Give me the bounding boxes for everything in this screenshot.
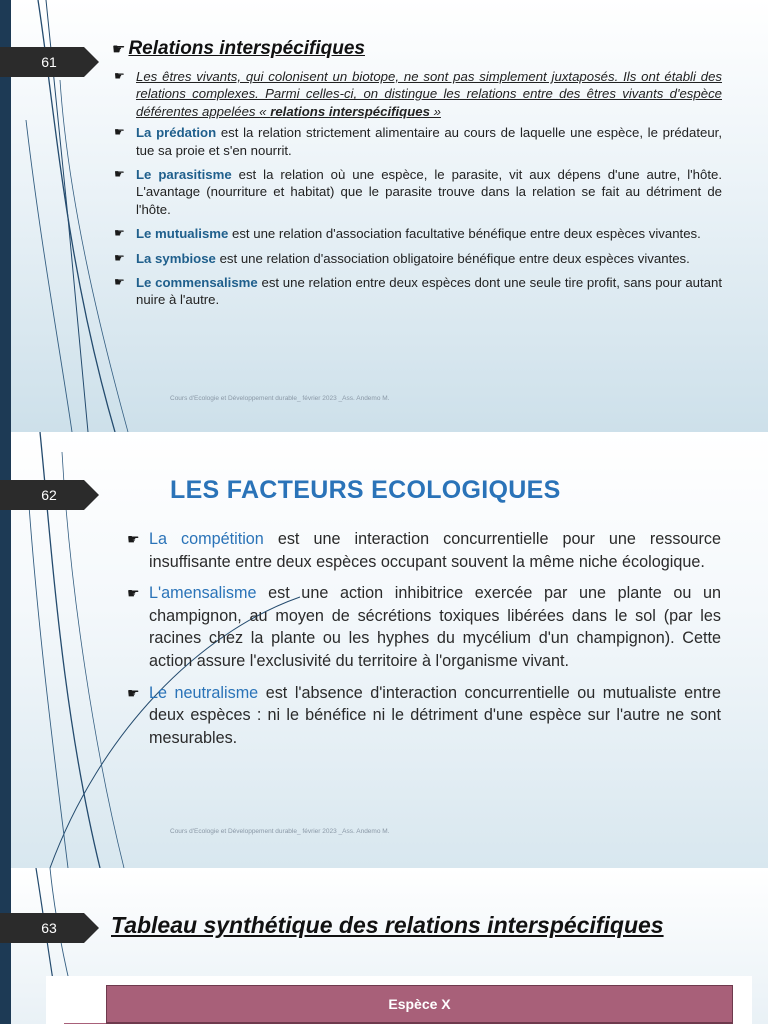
heading-text: Relations interspécifiques	[128, 38, 365, 59]
slide-title: LES FACTEURS ECOLOGIQUES	[170, 476, 561, 504]
slide-number-tag	[0, 913, 99, 943]
definition: est l'absence d'interaction concurrentielle ou mutualiste entre deux espèces : ni le bénéfice ni le détriment d'une espèce sur l'autre ne sont mesurables.	[149, 683, 721, 747]
intro-paragraph	[114, 68, 722, 120]
slide-61	[0, 0, 768, 432]
slide-heading	[112, 38, 365, 60]
slide-footer: Cours d'Ecologie et Développement durable_ février 2023 _Ass. Andemo M.	[170, 828, 390, 835]
intro-text: Les êtres vivants, qui colonisent un biotope, ne sont pas simplement juxtaposés. Ils ont établi des relations complexes. Parmi celles-ci, on distingue les relations entre des êtres vivants d'espèce déférentes appelées «	[136, 69, 722, 119]
term: Le parasitisme	[136, 167, 232, 183]
pointing-hand-bullet-icon: ☛	[114, 275, 125, 290]
list-item	[114, 166, 722, 218]
slide-number: 62	[41, 487, 57, 503]
list-item	[127, 582, 721, 672]
intro-strong: relations interspécifiques	[270, 103, 430, 119]
relations-list	[114, 68, 722, 316]
term: Le commensalisme	[136, 275, 258, 291]
term: L'amensalisme	[149, 584, 257, 603]
slide-number: 63	[41, 920, 57, 936]
definition: est une relation entre deux espèces dont une seule tire profit, sans pour autant nuire à l'autre.	[136, 275, 722, 308]
left-accent-bar	[0, 868, 11, 1024]
term: Le neutralisme	[149, 683, 259, 702]
term: La symbiose	[136, 250, 216, 266]
list-item	[114, 225, 722, 242]
slide-number-tag	[0, 47, 99, 77]
intro-end: »	[429, 103, 441, 119]
slide-number: 61	[41, 54, 57, 70]
list-item	[114, 124, 722, 159]
list-item	[127, 682, 721, 750]
factors-list	[127, 528, 721, 758]
term: La prédation	[136, 125, 217, 141]
pointing-hand-bullet-icon: ☛	[112, 40, 126, 58]
slide-title: Tableau synthétique des relations interspécifiques	[111, 912, 664, 938]
definition: est la relation où une espèce, le parasite, vit aux dépens d'une autre, l'hôte. L'avantage (nourriture et habitat) que le parasite trouve dans la relation se fait au détriment de l'hôte.	[136, 167, 722, 217]
pointing-hand-bullet-icon: ☛	[114, 250, 125, 265]
summary-table	[46, 976, 752, 1024]
definition: est une relation d'association facultative bénéfique entre deux espèces vivantes.	[228, 226, 701, 242]
pointing-hand-bullet-icon: ☛	[114, 167, 125, 182]
slide-footer: Cours d'Ecologie et Développement durable_ février 2023 _Ass. Andemo M.	[170, 395, 390, 402]
definition: est une relation d'association obligatoire bénéfique entre deux espèces vivantes.	[215, 250, 690, 266]
list-item	[127, 528, 721, 573]
pointing-hand-bullet-icon: ☛	[127, 586, 140, 603]
pointing-hand-bullet-icon: ☛	[127, 685, 140, 702]
term: La compétition	[149, 530, 264, 548]
definition: est une interaction concurrentielle pour une ressource insuffisante entre deux espèces occupant souvent la même niche écologique.	[149, 530, 721, 571]
slide-62	[0, 432, 768, 868]
table-header-species-x: Espèce X	[106, 985, 733, 1023]
pointing-hand-bullet-icon: ☛	[114, 125, 125, 140]
list-item	[114, 274, 722, 309]
definition: est la relation strictement alimentaire au cours de laquelle une espèce, le prédateur, tue sa proie et s'en nourrit.	[136, 125, 722, 158]
pointing-hand-bullet-icon: ☛	[114, 226, 125, 241]
definition: est une action inhibitrice exercée par une plante ou un champignon, au moyen de sécrétions toxiques libérées dans le sol (par les racines chez la plante ou les hyphes du mycélium d'un champignon). Cette action assure l'exclusivité du territoire à l'organisme vivant.	[149, 584, 721, 670]
pointing-hand-bullet-icon: ☛	[127, 532, 140, 548]
pointing-hand-bullet-icon: ☛	[114, 69, 125, 83]
slide-63	[0, 868, 768, 1024]
list-item	[114, 250, 722, 267]
term: Le mutualisme	[136, 226, 229, 242]
slide-number-tag	[0, 480, 99, 510]
